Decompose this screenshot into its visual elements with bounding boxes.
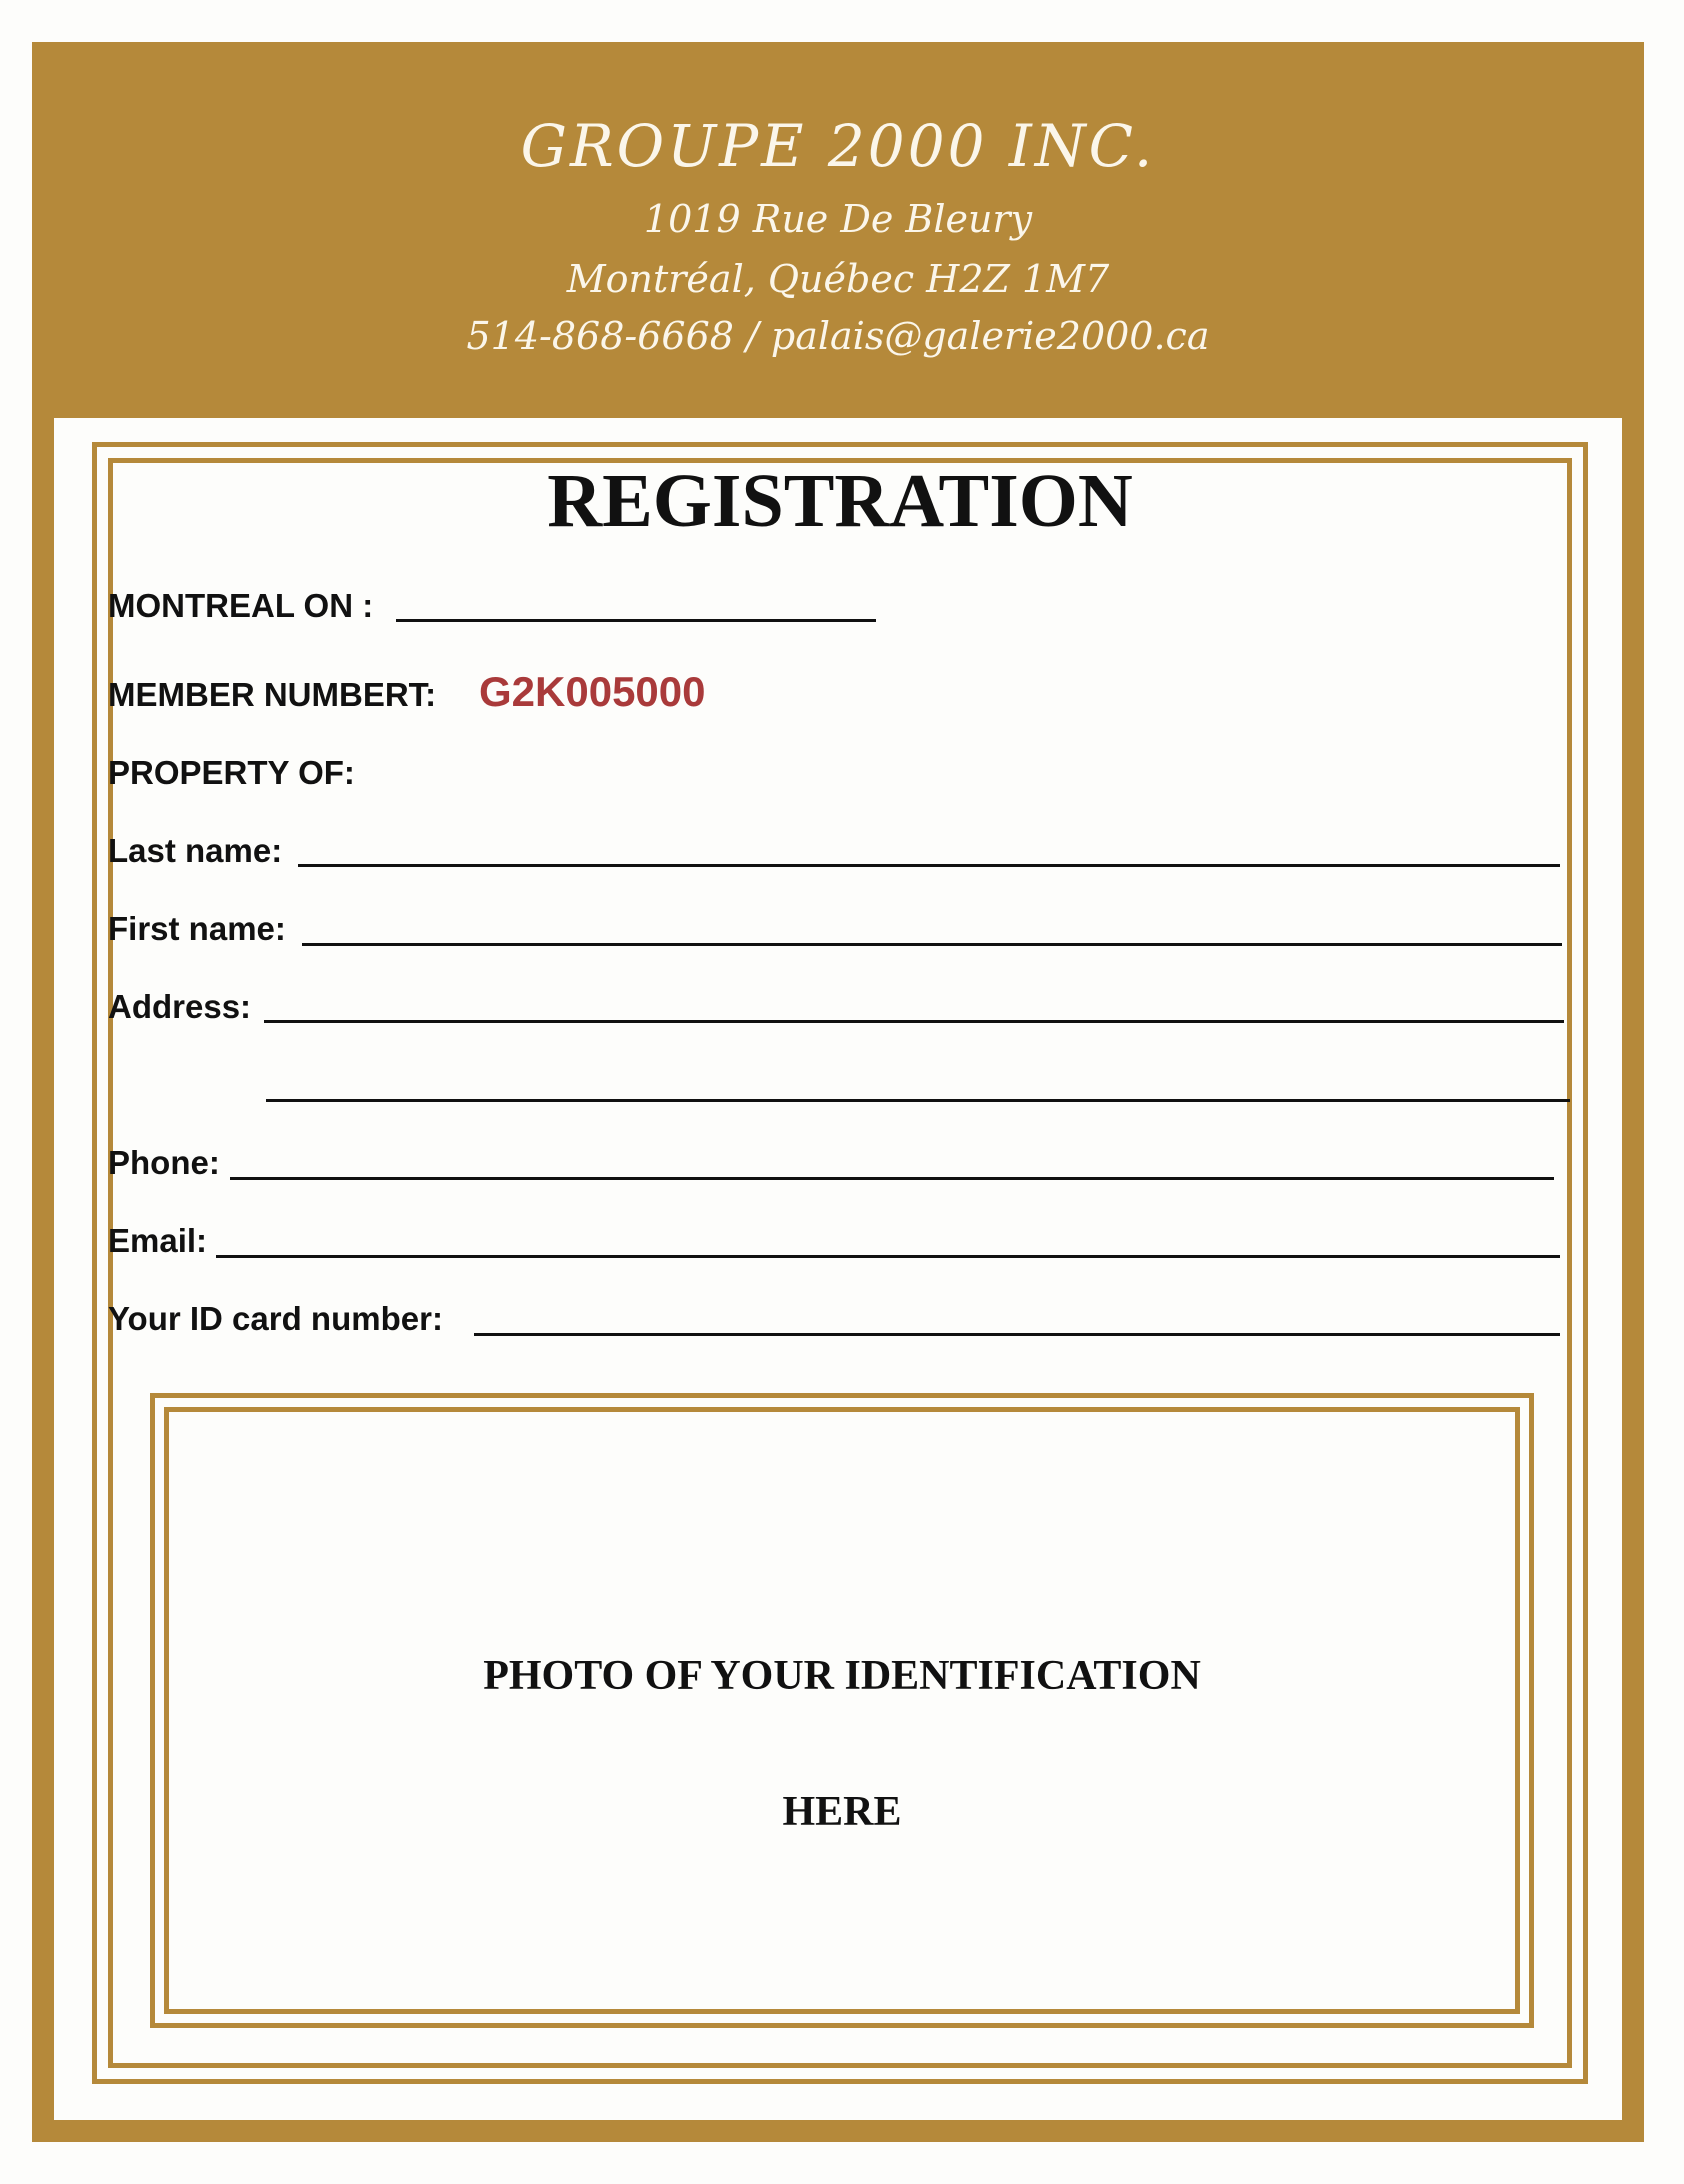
montreal-on-field[interactable] (396, 619, 876, 622)
email-field[interactable] (216, 1255, 1560, 1258)
address-line-2: Montréal, Québec H2Z 1M7 (566, 257, 1110, 301)
company-name: GROUPE 2000 INC. (520, 112, 1156, 180)
phone-field[interactable] (230, 1177, 1554, 1180)
email-label: Email: (108, 1222, 208, 1259)
first-name-field[interactable] (302, 943, 1562, 946)
address-field-line-1[interactable] (264, 1020, 1564, 1023)
property-of-label: PROPERTY OF: (108, 754, 355, 791)
photo-here: HERE (782, 1789, 902, 1835)
member-number-label: MEMBER NUMBERT: (108, 676, 437, 713)
form-title: REGISTRATION (547, 459, 1133, 543)
photo-instruction: PHOTO OF YOUR IDENTIFICATION (483, 1653, 1201, 1699)
address-field-line-2[interactable] (266, 1099, 1570, 1102)
last-name-label: Last name: (108, 832, 283, 869)
montreal-on-label: MONTREAL ON : (108, 587, 374, 624)
last-name-field[interactable] (298, 864, 1560, 867)
first-name-label: First name: (108, 910, 286, 947)
photo-box-inner (164, 1407, 1520, 2014)
id-card-field[interactable] (474, 1333, 1560, 1336)
address-label: Address: (108, 988, 252, 1025)
phone-label: Phone: (108, 1144, 220, 1181)
address-line-1: 1019 Rue De Bleury (643, 197, 1033, 241)
id-card-label: Your ID card number: (108, 1300, 443, 1337)
member-number-value: G2K005000 (479, 668, 706, 715)
contact-line: 514-868-6668 / palais@galerie2000.ca (466, 314, 1210, 358)
